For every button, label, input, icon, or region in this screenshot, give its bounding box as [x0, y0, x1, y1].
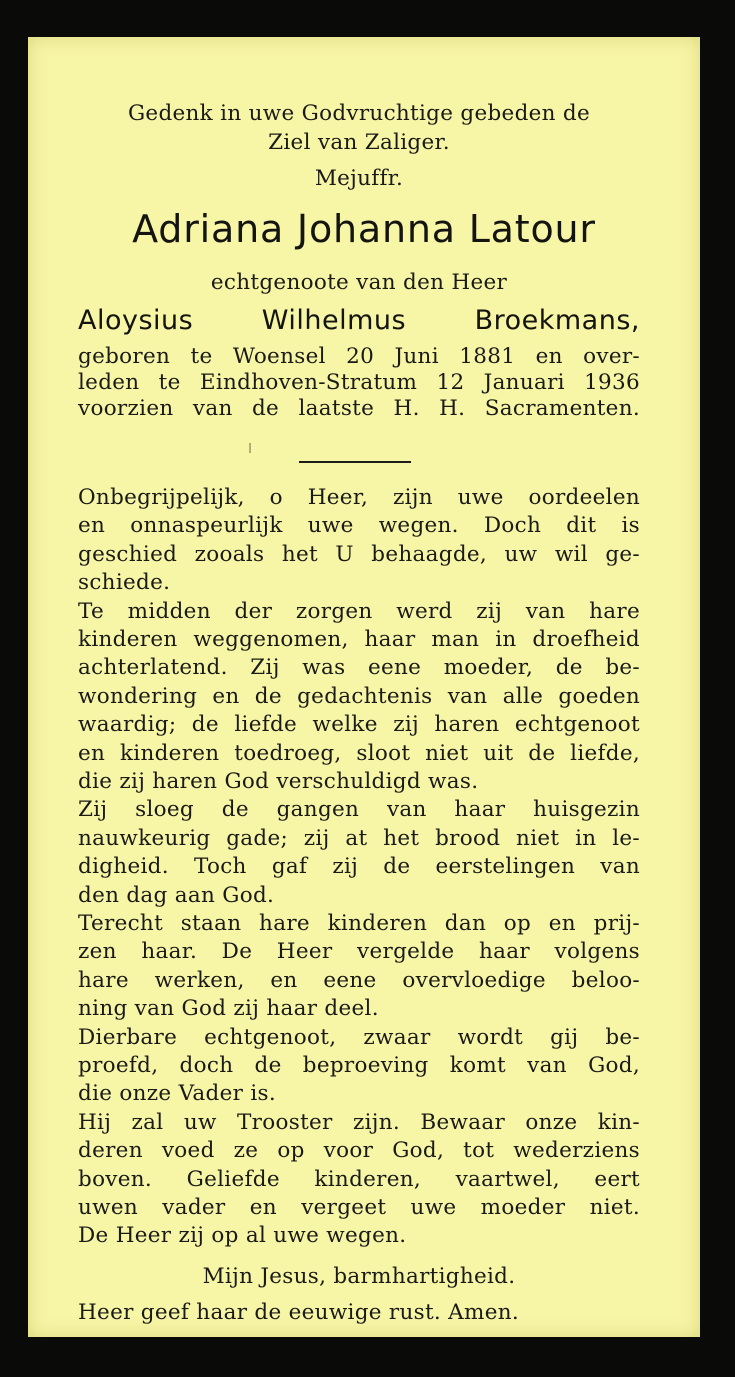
- body-line: den dag aan God.: [78, 883, 275, 908]
- body-line: Te midden der zorgen werd zij van hare: [78, 599, 640, 624]
- body-line: boven. Geliefde kinderen, vaartwel, eert: [78, 1167, 640, 1192]
- intro-line-2: Ziel van Zaliger.: [268, 130, 450, 155]
- detail-line: voorzien van de laatste H. H. Sacramenten.: [78, 396, 640, 421]
- body-line: die onze Vader is.: [78, 1081, 276, 1106]
- body-line: geschied zooals het U behaagde, uw wil ge-: [78, 542, 640, 567]
- body-line: kinderen weggenomen, haar man in droefheid: [78, 627, 640, 652]
- body-line: schiede.: [78, 570, 171, 595]
- body-line: zen haar. De Heer vergelde haar volgens: [78, 939, 640, 964]
- divider: [299, 461, 411, 463]
- body-line: proefd, doch de beproeving komt van God,: [78, 1053, 640, 1078]
- intro-line-1: Gedenk in uwe Godvruchtige gebeden de: [127, 101, 591, 126]
- body-line: uwen vader en vergeet uwe moeder niet.: [78, 1195, 640, 1220]
- body-line: Dierbare echtgenoot, zwaar wordt gij be-: [78, 1025, 640, 1050]
- body-line: digheid. Toch gaf zij de eerstelingen van: [78, 854, 640, 879]
- body-line: De Heer zij op al uwe wegen.: [78, 1223, 407, 1248]
- body-line: hare werken, en eene overvloedige beloo-: [78, 968, 640, 993]
- body-line: nauwkeurig gade; zij at het brood niet in le-: [78, 826, 640, 851]
- deceased-name: Adriana Johanna Latour: [132, 207, 596, 251]
- body-line: die zij haren God verschuldigd was.: [78, 769, 479, 794]
- closing-line-1: Mijn Jesus, barmhartigheid.: [202, 1264, 516, 1289]
- memorial-card: [28, 37, 700, 1337]
- body-line: Onbegrijpelijk, o Heer, zijn uwe oordeelen: [78, 485, 640, 510]
- body-line: en kinderen toedroeg, sloot niet uit de liefde,: [78, 741, 640, 766]
- relation-line: echtgenoote van den Heer: [210, 270, 508, 295]
- body-line: waardig; de liefde welke zij haren echtgenoot: [78, 712, 640, 737]
- body-line: wondering en de gedachtenis van alle goeden: [78, 684, 640, 709]
- body-line: achterlatend. Zij was eene moeder, de be-: [78, 655, 640, 680]
- body-line: ning van God zij haar deel.: [78, 996, 379, 1021]
- closing-line-2: Heer geef haar de eeuwige rust. Amen.: [78, 1300, 520, 1325]
- detail-line: leden te Eindhoven-Stratum 12 Januari 1936: [78, 370, 640, 395]
- body-line: Terecht staan hare kinderen dan op en prij-: [78, 911, 640, 936]
- ink-mark: [249, 443, 251, 453]
- husband-name: Aloysius Wilhelmus Broekmans,: [78, 305, 640, 336]
- honorific: Mejuffr.: [314, 166, 404, 191]
- body-line: Hij zal uw Trooster zijn. Bewaar onze kin-: [78, 1110, 640, 1135]
- body-line: en onnaspeurlijk uwe wegen. Doch dit is: [78, 513, 640, 538]
- body-line: deren voed ze op voor God, tot wederziens: [78, 1138, 640, 1163]
- detail-line: geboren te Woensel 20 Juni 1881 en over-: [78, 344, 640, 369]
- body-line: Zij sloeg de gangen van haar huisgezin: [78, 797, 640, 822]
